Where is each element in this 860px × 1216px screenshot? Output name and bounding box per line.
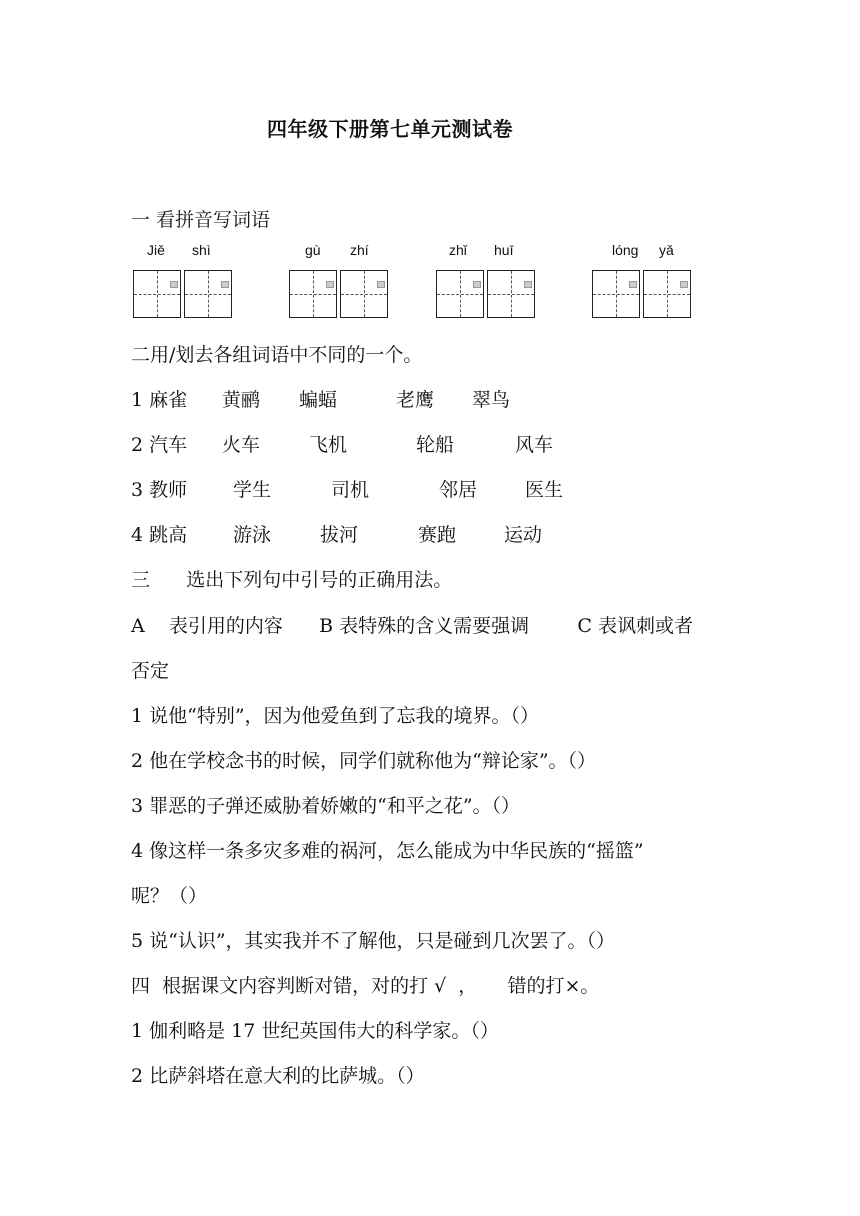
section2-heading: 二用/划去各组词语中不同的一个。 bbox=[131, 344, 423, 366]
writing-cell[interactable] bbox=[436, 270, 484, 318]
cell-marker-icon bbox=[170, 281, 178, 288]
pinyin: zhí bbox=[350, 242, 369, 258]
question-5: 5 说“认识”，其实我并不了解他，只是碰到几次罢了。（） bbox=[131, 930, 616, 952]
question-2: 2 他在学校念书的时候，同学们就称他为“辩论家”。（） bbox=[131, 750, 597, 772]
word[interactable]: 老鹰 bbox=[396, 389, 435, 411]
writing-cell[interactable] bbox=[643, 270, 691, 318]
writing-cell[interactable] bbox=[289, 270, 337, 318]
cell-marker-icon bbox=[680, 281, 688, 288]
judge-question-1: 1 伽利略是 17 世纪英国伟大的科学家。（） bbox=[131, 1020, 499, 1042]
word[interactable]: 4 跳高 bbox=[131, 524, 188, 546]
section3-heading: 三 选出下列句中引号的正确用法。 bbox=[131, 569, 453, 591]
writing-cell[interactable] bbox=[340, 270, 388, 318]
page-title: 四年级下册第七单元测试卷 bbox=[267, 117, 513, 141]
word[interactable]: 火车 bbox=[222, 434, 261, 456]
pinyin: yǎ bbox=[659, 242, 674, 258]
cell-marker-icon bbox=[221, 281, 229, 288]
cell-marker-icon bbox=[377, 281, 385, 288]
writing-cell[interactable] bbox=[487, 270, 535, 318]
cell-marker-icon bbox=[326, 281, 334, 288]
section4-heading: 四 根据课文内容判断对错，对的打 √ ， 错的打×。 bbox=[131, 975, 600, 997]
pinyin: gù bbox=[305, 242, 321, 258]
judge-question-2: 2 比萨斜塔在意大利的比萨城。（） bbox=[131, 1065, 425, 1087]
cell-marker-icon bbox=[524, 281, 532, 288]
question-1: 1 说他“特别”，因为他爱鱼到了忘我的境界。（） bbox=[131, 705, 540, 727]
section3-options-cont: 否定 bbox=[131, 660, 170, 682]
word-row-3 bbox=[131, 475, 563, 502]
word[interactable]: 飞机 bbox=[309, 434, 348, 456]
cell-marker-icon bbox=[473, 281, 481, 288]
pinyin: Jiě bbox=[147, 242, 165, 258]
pinyin: zhǐ bbox=[449, 242, 467, 258]
word[interactable]: 1 麻雀 bbox=[131, 389, 188, 411]
word[interactable]: 轮船 bbox=[416, 434, 455, 456]
word[interactable]: 蝙蝠 bbox=[299, 389, 338, 411]
section3-options: A 表引用的内容 B 表特殊的含义需要强调 C 表讽刺或者 bbox=[131, 615, 694, 637]
word[interactable]: 2 汽车 bbox=[131, 434, 188, 456]
word[interactable]: 游泳 bbox=[233, 524, 272, 546]
word-row-2 bbox=[131, 430, 553, 457]
cell-marker-icon bbox=[629, 281, 637, 288]
word[interactable]: 风车 bbox=[515, 434, 554, 456]
question-4-cont: 呢？（） bbox=[131, 885, 208, 907]
word[interactable]: 黄鹂 bbox=[222, 389, 261, 411]
word[interactable]: 司机 bbox=[331, 479, 370, 501]
word[interactable]: 赛跑 bbox=[418, 524, 457, 546]
writing-cell[interactable] bbox=[184, 270, 232, 318]
word[interactable]: 医生 bbox=[525, 479, 564, 501]
writing-cell[interactable] bbox=[592, 270, 640, 318]
writing-cell[interactable] bbox=[133, 270, 181, 318]
word[interactable]: 拔河 bbox=[320, 524, 359, 546]
pinyin: huī bbox=[494, 242, 514, 258]
word[interactable]: 3 教师 bbox=[131, 479, 188, 501]
word[interactable]: 运动 bbox=[504, 524, 543, 546]
word[interactable]: 邻居 bbox=[439, 479, 478, 501]
word-row-4 bbox=[131, 520, 542, 547]
question-4: 4 像这样一条多灾多难的祸河，怎么能成为中华民族的“摇篮” bbox=[131, 840, 644, 862]
word[interactable]: 翠鸟 bbox=[472, 389, 511, 411]
section1-heading: 一 看拼音写词语 bbox=[131, 209, 271, 231]
word-row-1 bbox=[131, 385, 510, 412]
question-3: 3 罪恶的子弹还威胁着娇嫩的“和平之花”。（） bbox=[131, 795, 521, 817]
pinyin: shì bbox=[192, 242, 211, 258]
word[interactable]: 学生 bbox=[233, 479, 272, 501]
pinyin: lóng bbox=[612, 242, 639, 258]
